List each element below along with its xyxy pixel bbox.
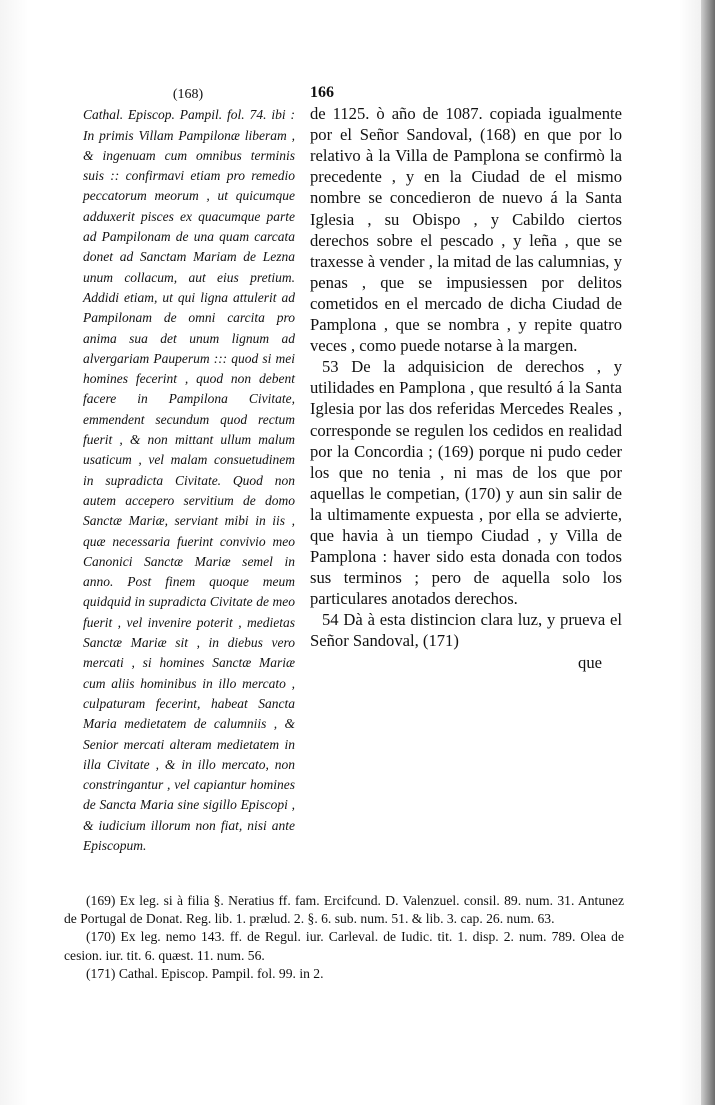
footnote-171: (171) Cathal. Episcop. Pampil. fol. 99. in 2.: [86, 965, 324, 981]
footnotes: [64, 892, 624, 983]
footnote-170: (170) Ex leg. nemo 143. ff. de Regul. iur. Carleval. de Iudic. tit. 1. disp. 2. num. 789. Olea de cesion. iur. tit. 6. quæst. 11. num. 56.: [64, 929, 624, 963]
page-number: 166: [310, 84, 334, 101]
marginal-note-number: (168): [172, 87, 204, 102]
marginal-note-text: Cathal. Episcop. Pampil. fol. 74. ibi : In primis Villam Pampilonæ liberam , & ingenuam cum omnibus terminis suis :: confirmavi etiam pro remedio peccatorum meorum , ut quicumque adduxerit pisces ex quacumque parte ad Pampilonam de una quam carcata donet ad Sanctam Mariam de Lezna unum collacum, aut eius pretium. Addidi etiam, ut qui ligna attulerit ad Pampilonam de omni carcita pro anima sua det unum lignum ad alvergariam Pauperum ::: quod si mei homines fecerint , quod non debent facere in Pampilona Civitate, emmendent secundum quod rectum fuerit , & non mittant ullum malum usaticum , vel malam consuetudinem in supradicta Civitate. Quod non autem accepero servitium de domo Sanctæ Mariæ, serviant mibi in iis , quæ necessaria fuerint convivio meo Canonici Sanctæ Mariæ semel in anno. Post finem quoque meum quidquid in supradicta Civitate de meo fuerit , vel invenire poterit , medietas Sanctæ Mariæ sit , in diebus vero mercati , si homines Sanctæ Mariæ cum aliis hominibus in illo mercato , culpaturam fecerint, habeat Sancta Maria medietatem de calumniis , & Senior mercati alteram medietatem in illa Civitate , & in illo mercato, non constringantur , vel capiantur homines de Sancta Maria sine sigillo Episcopi , & iudicium illorum non fiat, nisi ante Episcopum.: [83, 107, 295, 853]
footnote-169: (169) Ex leg. si à filia §. Neratius ff. fam. Ercifcund. D. Valenzuel. consil. 89. num. 31. Antunez de Portugal de Donat. Reg. lib. 1. prælud. 2. §. 6. sub. num. 51. & lib. 3. cap. 26. num. 63.: [64, 893, 624, 927]
catchword: que: [578, 652, 602, 672]
paragraph-53: 53 De la adquisicion de derechos , y utilidades en Pamplona , que resultó á la Santa Iglesia por las dos referidas Mercedes Reales , corresponde se regulen los cedidos en realidad por la Concordia ; (169) porque ni pudo ceder los que no tenia , ni mas de los que por aquellas le competian, (170) y aun sin salir de la ultimamente expuesta , por ella se advierte, que havia à un tiempo Ciudad , y Villa de Pamplona : haver sido esta donada con todos sus terminos ; pero de aquella solo los particulares anotados derechos.: [310, 357, 622, 609]
marginal-note-column: [83, 85, 295, 856]
main-paragraph: de 1125. ò año de 1087. copiada igualmente por el Señor Sandoval, (168) en que por lo relativo à la Villa de Pamplona se confirmò la precedente , y en la Ciudad de el mismo nombre se concedieron de nuevo á la Santa Iglesia , su Obispo , y Cabildo ciertos derechos sobre el pescado , y leña , que se traxesse à vender , la mitad de las calumnias, y penas , que se impusiessen por delitos cometidos en el mercado de dicha Ciudad de Pamplona , que se nombra , y repite quatro veces , como puede notarse à la margen.: [310, 104, 622, 356]
page-edge-shadow: [701, 0, 715, 1105]
main-text-column: [310, 82, 622, 673]
paragraph-54: 54 Dà à esta distincion clara luz, y prueva el Señor Sandoval, (171): [310, 610, 622, 651]
